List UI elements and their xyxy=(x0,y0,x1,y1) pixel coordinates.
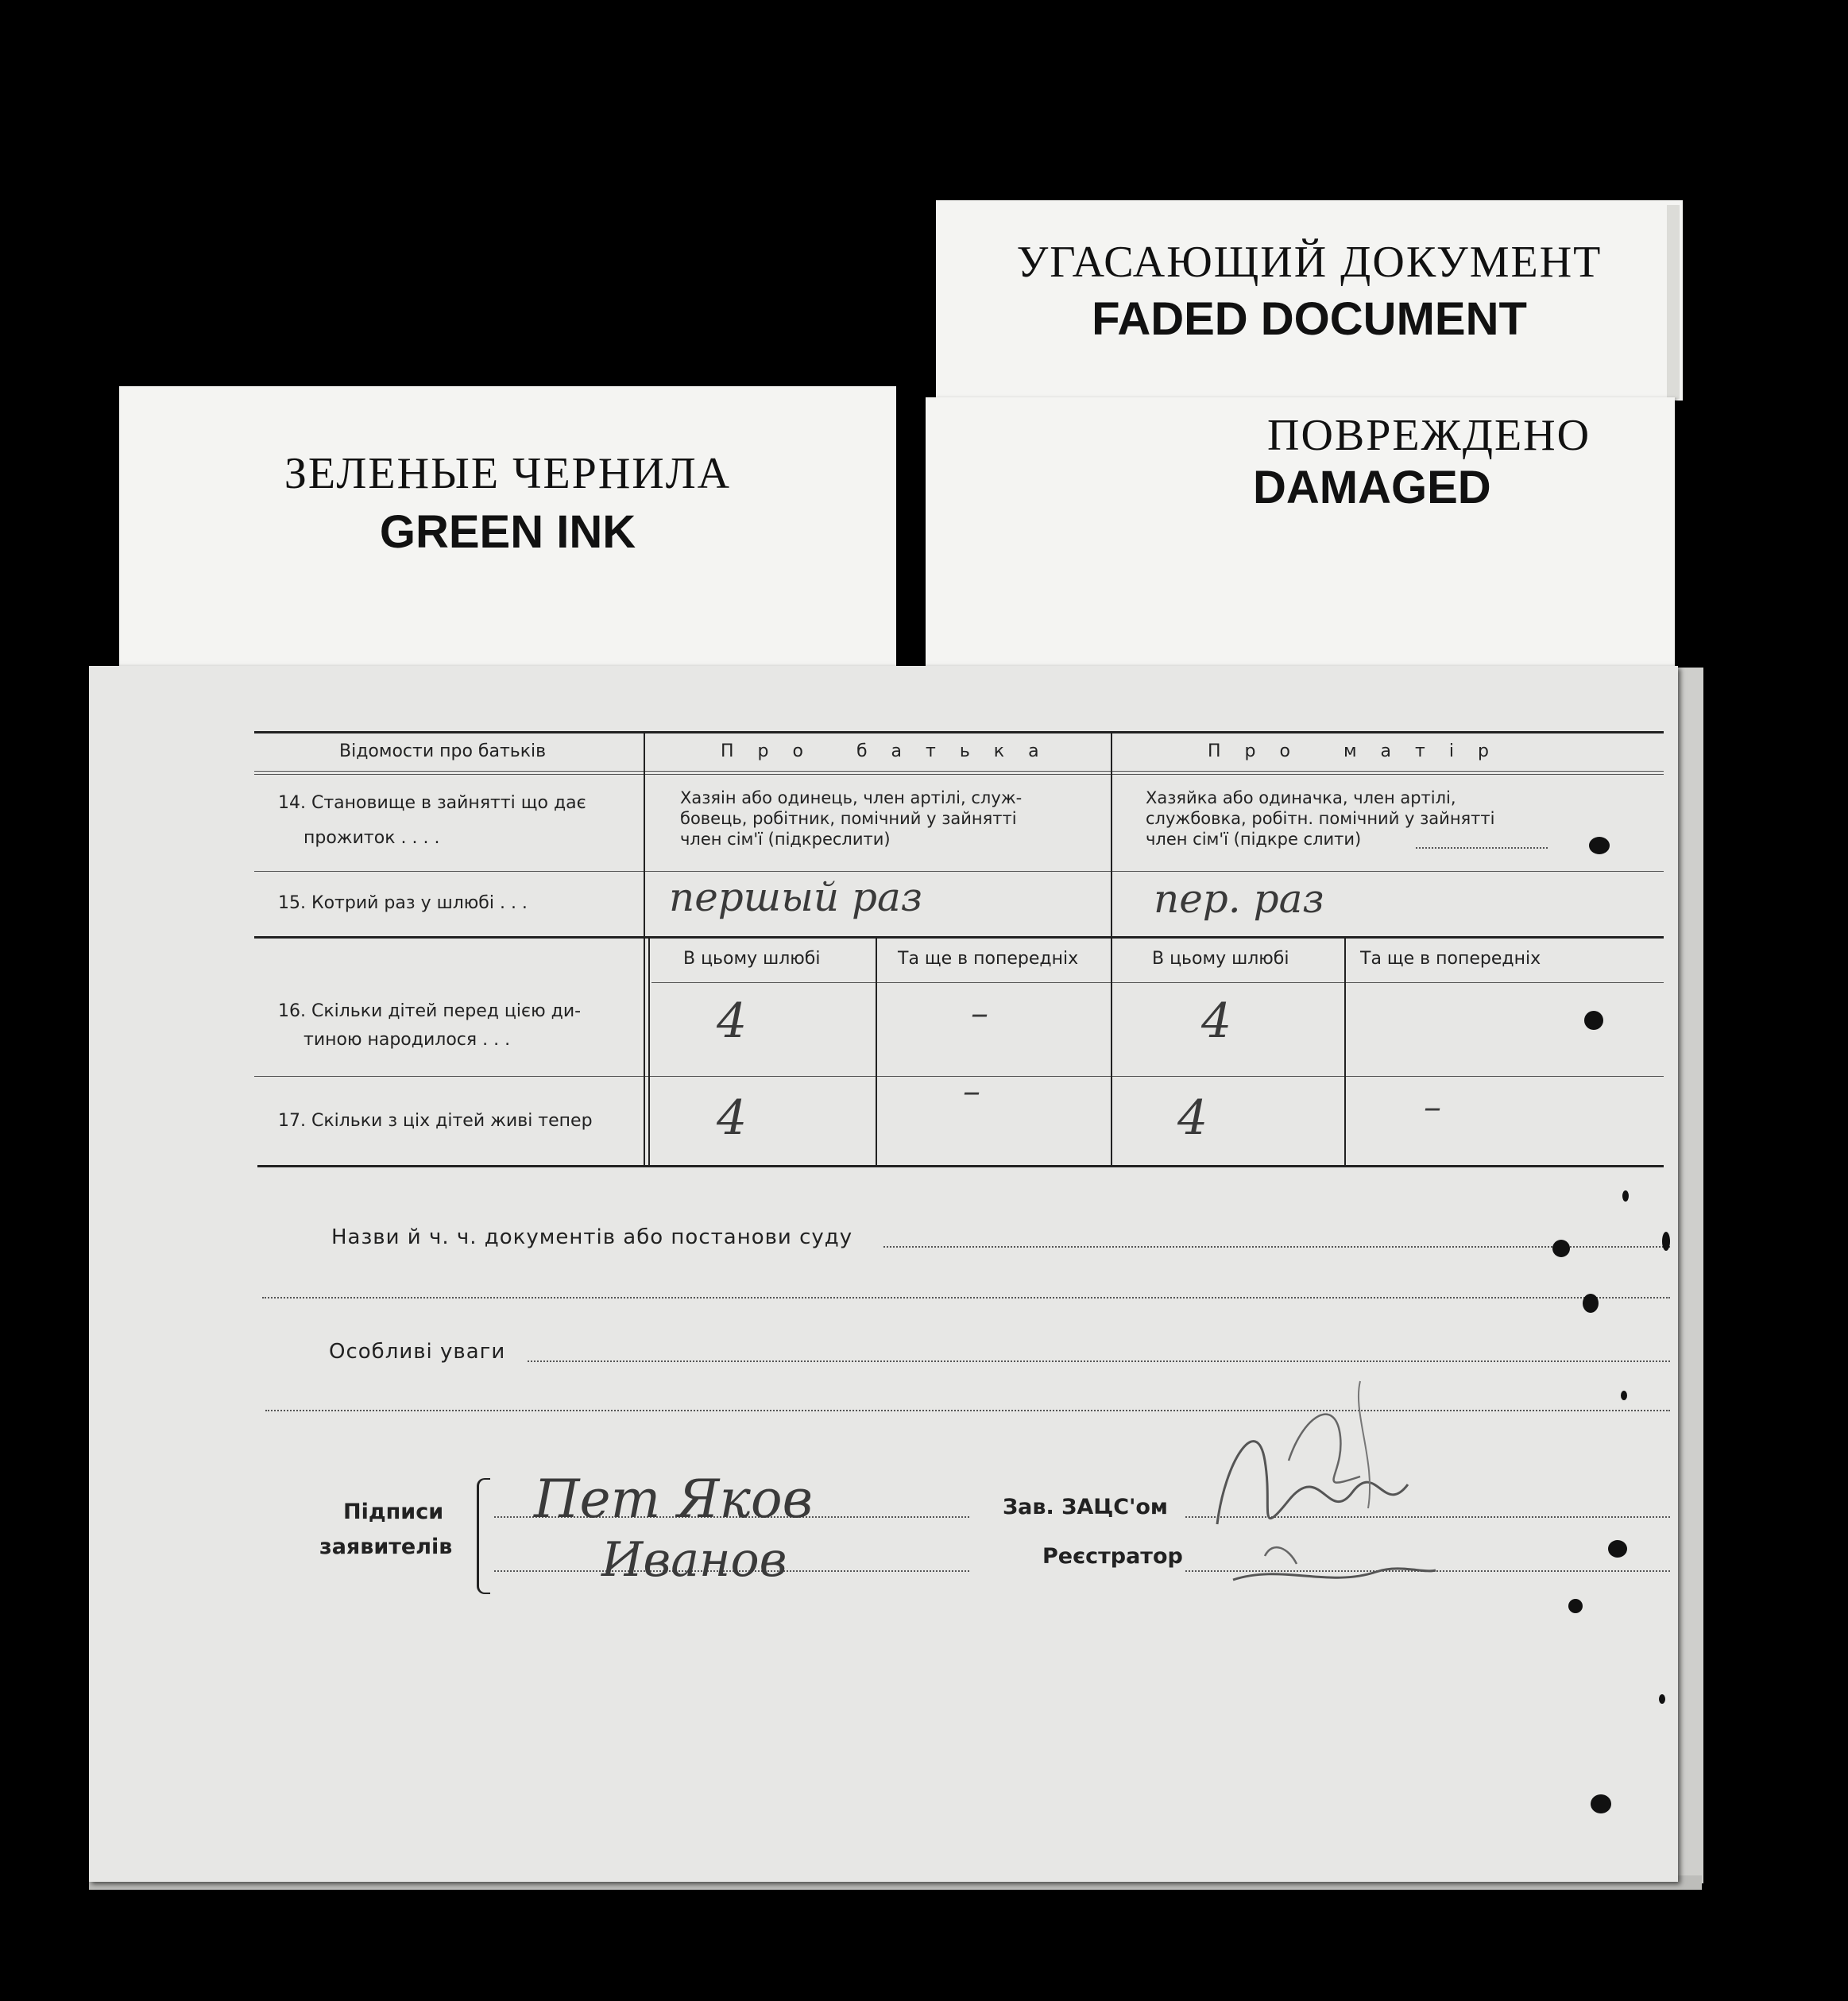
row17-father-prev: – xyxy=(963,1071,980,1112)
row17-mother-prev: – xyxy=(1424,1087,1441,1128)
table-column-rule xyxy=(1344,936,1346,1165)
row14-father-text: Хазяін або одинець, член артілі, служ- xyxy=(680,788,1023,807)
row15-father-handwritten: першый раз xyxy=(669,874,923,920)
row16-label-cont: тиною народилося . . . xyxy=(303,1030,511,1050)
registrar-label: Реєстратор xyxy=(1042,1544,1183,1569)
registration-form-sheet xyxy=(89,666,1678,1882)
margin-speck xyxy=(1621,1391,1627,1400)
header-father: Про батька xyxy=(721,741,1063,761)
head-registry-label: Зав. ЗАЦС'ом xyxy=(1003,1495,1168,1519)
margin-hole xyxy=(1589,837,1610,854)
damaged-card-russian-text: ПОВРЕЖДЕНО xyxy=(1267,411,1591,460)
row14-label: 14. Становище в зайнятті що дає xyxy=(278,793,586,813)
table-column-rule xyxy=(876,936,877,1165)
remarks-dotted-line-2 xyxy=(265,1410,1670,1411)
remarks-label: Особливі уваги xyxy=(329,1340,506,1364)
row14-label-cont: прожиток . . . . xyxy=(303,828,440,848)
row14-dotted-line xyxy=(1416,847,1548,849)
subheader-father-this-marriage: В цьому шлюбі xyxy=(683,949,821,969)
table-column-rule xyxy=(644,731,645,1165)
margin-speck xyxy=(1659,1694,1665,1704)
row16-father-prev: – xyxy=(971,993,988,1034)
green-card-russian-text: ЗЕЛЕНЫЕ ЧЕРНИЛА xyxy=(284,449,732,498)
subheader-father-previous: Та ще в попередніх xyxy=(898,949,1079,969)
margin-hole xyxy=(1608,1540,1627,1558)
table-bottom-rule xyxy=(257,1165,1664,1167)
applicant-signature-2: Иванов xyxy=(601,1532,787,1588)
subheader-mother-this-marriage: В цьому шлюбі xyxy=(1152,949,1289,969)
row16-mother-this: 4 xyxy=(1201,993,1232,1049)
brace-bracket xyxy=(477,1478,490,1594)
table-rule xyxy=(254,771,1664,772)
table-top-rule xyxy=(254,731,1664,733)
margin-hole xyxy=(1552,1240,1570,1257)
damaged-card xyxy=(926,397,1675,668)
documents-label: Назви й ч. ч. документів або постанови суду xyxy=(331,1225,853,1249)
row14-mother-text: службовка, робітн. помічний у зайнятті xyxy=(1146,809,1495,828)
margin-hole xyxy=(1591,1794,1611,1813)
table-rule xyxy=(651,982,1664,983)
table-column-rule xyxy=(1111,731,1112,1165)
subheader-mother-previous: Та ще в попередніх xyxy=(1360,949,1541,969)
remarks-dotted-line xyxy=(528,1360,1670,1362)
table-rule xyxy=(254,936,1664,939)
row15-label: 15. Котрий раз у шлюбі . . . xyxy=(278,893,528,913)
row15-mother-handwritten: пер. раз xyxy=(1154,876,1324,922)
margin-speck xyxy=(1622,1190,1629,1202)
row17-label: 17. Скільки з ціх дітей живі тепер xyxy=(278,1111,593,1131)
margin-hole xyxy=(1568,1599,1583,1613)
card-edge xyxy=(1667,205,1680,399)
row14-mother-text: Хазяйка або одиначка, член артілі, xyxy=(1146,788,1456,807)
row16-father-this: 4 xyxy=(717,993,748,1049)
row14-mother-text: член сім'ї (підкре слити) xyxy=(1146,830,1362,849)
official-signature-scribble xyxy=(1169,1365,1440,1604)
table-rule xyxy=(254,871,1664,872)
documents-dotted-line-2 xyxy=(262,1297,1670,1299)
margin-speck xyxy=(1662,1232,1670,1251)
header-parents-info: Відомости про батьків xyxy=(339,741,547,761)
row16-label: 16. Скільки дітей перед цією ди- xyxy=(278,1001,582,1021)
green-ink-card xyxy=(119,386,896,668)
margin-hole xyxy=(1584,1011,1603,1030)
applicants-signatures-label-cont: заявителів xyxy=(319,1535,453,1559)
applicant-signature-1: Пет Яков xyxy=(534,1469,814,1530)
faded-document-card xyxy=(936,200,1683,401)
row17-mother-this: 4 xyxy=(1177,1090,1208,1146)
applicants-signatures-label: Підписи xyxy=(343,1500,444,1524)
table-column-rule xyxy=(648,936,650,1165)
header-mother: Про матір xyxy=(1208,741,1513,761)
margin-hole xyxy=(1583,1294,1599,1313)
row14-father-text: бовець, робітник, помічний у зайнятті xyxy=(680,809,1017,828)
faded-card-english-text: FADED DOCUMENT xyxy=(1092,293,1527,345)
green-card-english-text: GREEN INK xyxy=(379,506,636,558)
row14-father-text: член сім'ї (підкреслити) xyxy=(680,830,891,849)
table-rule xyxy=(254,774,1664,775)
damaged-card-english-text: DAMAGED xyxy=(1253,462,1491,513)
faded-card-russian-text: УГАСАЮЩИЙ ДОКУМЕНТ xyxy=(1016,238,1603,287)
row17-father-this: 4 xyxy=(717,1090,748,1146)
table-rule xyxy=(254,1076,1664,1077)
